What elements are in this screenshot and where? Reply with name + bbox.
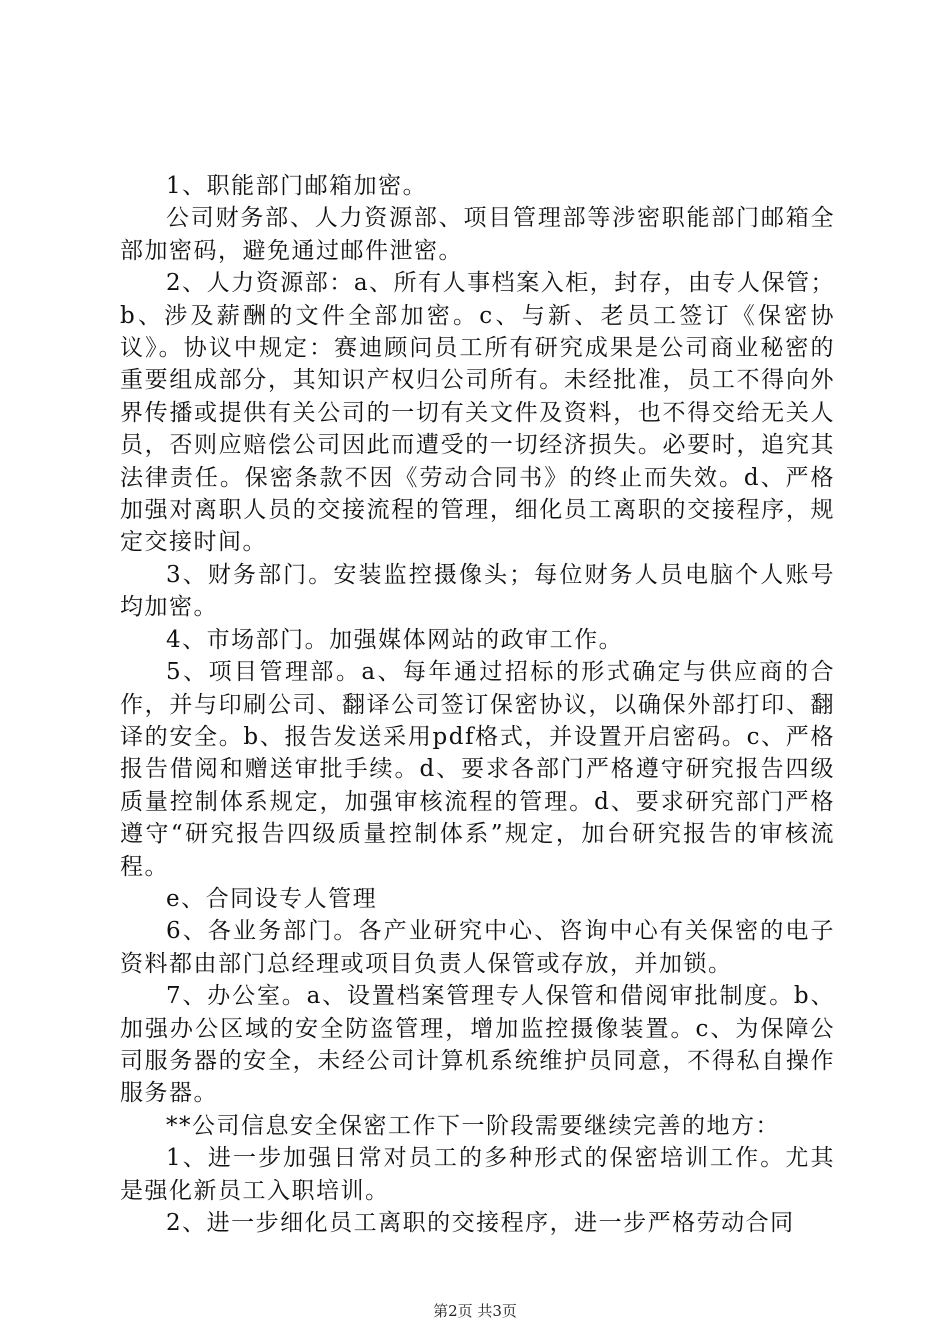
- paragraph-email-encryption-detail: 公司财务部、人力资源部、项目管理部等涉密职能部门邮箱全部加密码，避免通过邮件泄密。: [120, 205, 835, 264]
- document-body: [120, 170, 835, 1239]
- page-footer: 第2页 共3页: [433, 1302, 517, 1320]
- paragraph-hr-department: 2、人力资源部：a、所有人事档案入柜，封存，由专人保管；b、涉及薪酬的文件全部加密。c、与新、老员工签订《保密协议》。协议中规定：赛迪顾问员工所有研究成果是公司商业秘密的重要组成部分，其知识产权归公司所有。未经批准，员工不得向外界传播或提供有关公司的一切有关文件及资料，也不得交给无关人员，否则应赔偿公司因此而遭受的一切经济损失。必要时，追究其法律责任。保密条款不因《劳动合同书》的终止而失效。d、严格加强对离职人员的交接流程的管理，细化员工离职的交接程序，规定交接时间。: [120, 270, 835, 556]
- paragraph-resignation-procedure: 2、进一步细化员工离职的交接程序，进一步严格劳动合同: [166, 1210, 795, 1236]
- paragraph-office: 7、办公室。a、设置档案管理专人保管和借阅审批制度。b、加强办公区域的安全防盗管理，增加监控摄像装置。c、为保障公司服务器的安全，未经公司计算机系统维护员同意，不得私自操作服务器。: [120, 983, 835, 1107]
- paragraph-finance-department: 3、财务部门。安装监控摄像头；每位财务人员电脑个人账号均加密。: [120, 561, 835, 621]
- paragraph-training: 1、进一步加强日常对员工的多种形式的保密培训工作。尤其是强化新员工入职培训。: [120, 1145, 835, 1204]
- paragraph-next-stage-heading: **公司信息安全保密工作下一阶段需要继续完善的地方：: [166, 1112, 780, 1139]
- paragraph-email-encryption: 1、职能部门邮箱加密。: [166, 173, 428, 199]
- paragraph-marketing-department: 4、市场部门。加强媒体网站的政审工作。: [166, 626, 624, 653]
- paragraph-business-departments: 6、各业务部门。各产业研究中心、咨询中心有关保密的电子资料都由部门总经理或项目负责人保管或存放，并加锁。: [120, 918, 835, 977]
- paragraph-project-management: 5、项目管理部。a、每年通过招标的形式确定与供应商的合作，并与印刷公司、翻译公司签订保密协议，以确保外部打印、翻译的安全。b、报告发送采用pdf格式，并设置开启密码。c、严格报告借阅和赠送审批手续。d、要求各部门严格遵守研究报告四级质量控制体系规定，加强审核流程的管理。d、要求研究部门严格遵守“研究报告四级质量控制体系”规定，加台研究报告的审核流程。: [120, 659, 835, 880]
- paragraph-contract-management: e、合同设专人管理: [166, 885, 378, 912]
